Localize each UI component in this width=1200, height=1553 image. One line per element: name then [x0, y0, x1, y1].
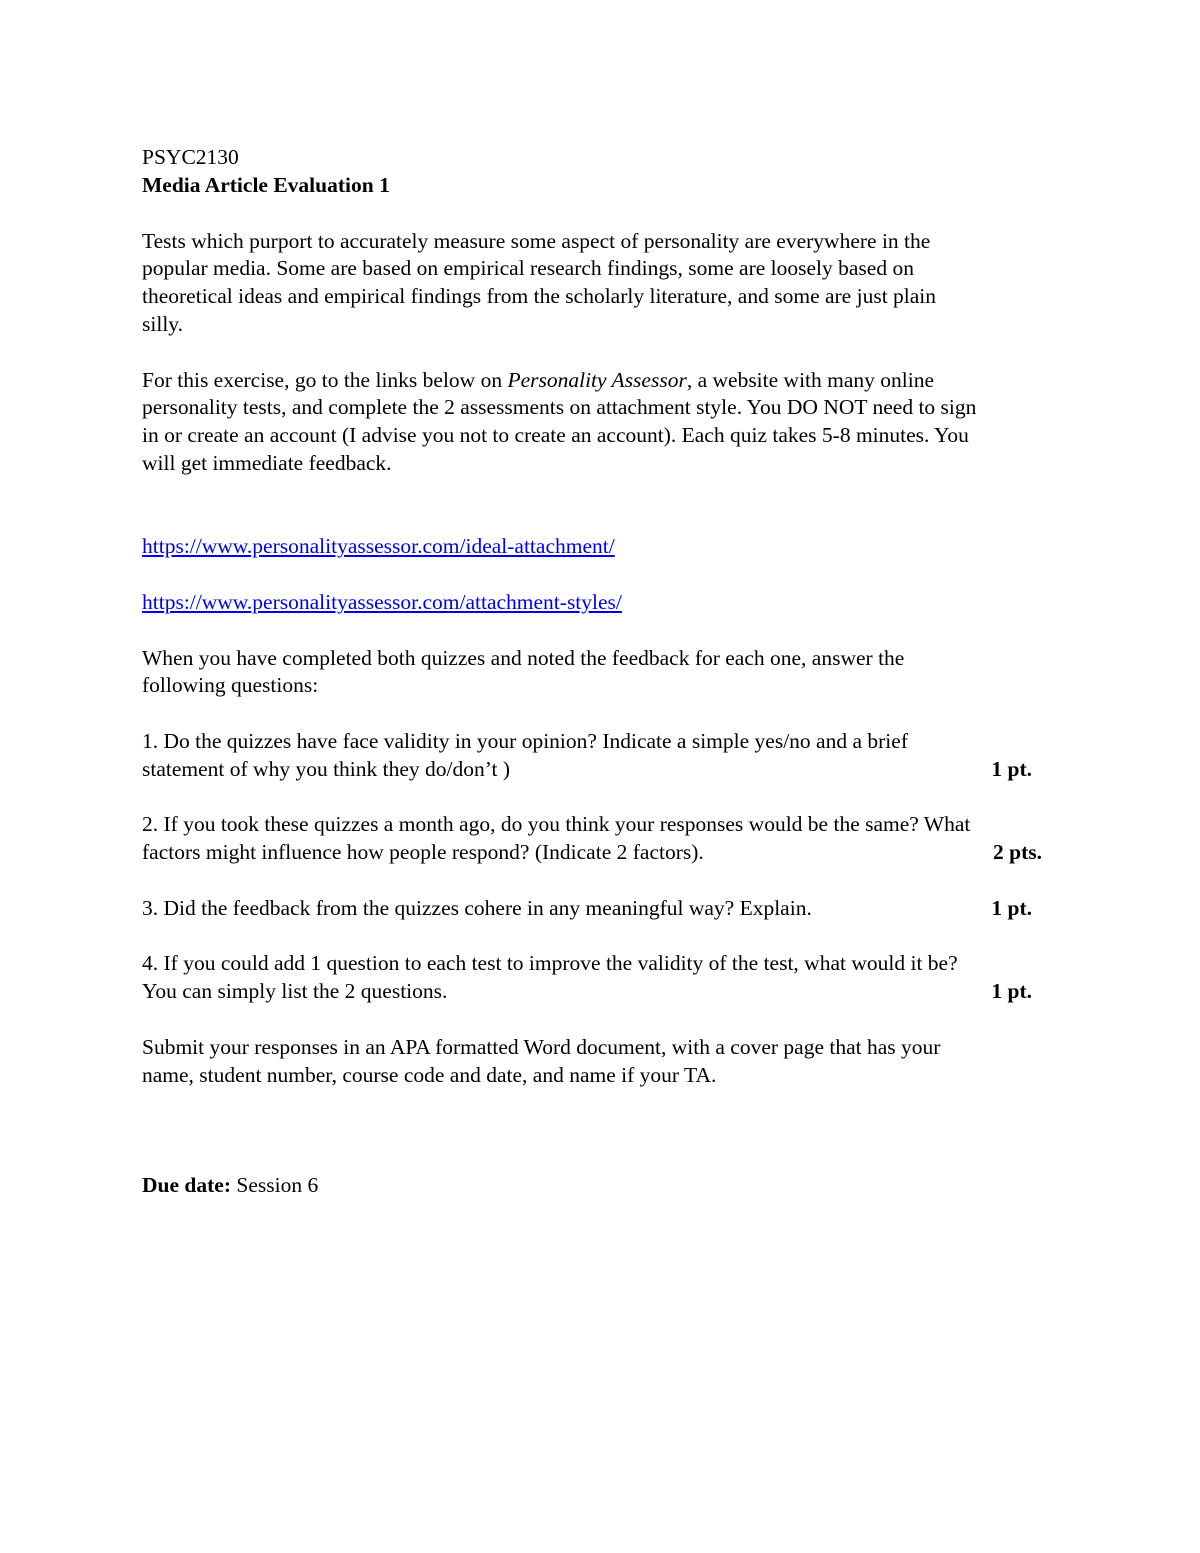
document-title: Media Article Evaluation 1	[142, 172, 390, 197]
question-points: 1 pt.	[991, 895, 1032, 920]
attachment-styles-link[interactable]: https://www.personalityassessor.com/attachment-styles/	[142, 589, 622, 614]
prompt-paragraph	[142, 645, 1062, 701]
instructions-line	[142, 367, 1062, 395]
ideal-attachment-link[interactable]: https://www.personalityassessor.com/ideal-attachment/	[142, 534, 615, 559]
instructions-line: will get immediate feedback.	[142, 450, 392, 475]
site-name: Personality Assessor	[507, 367, 687, 392]
due-date-value: Session 6	[230, 1173, 319, 1198]
question-points: 1 pt.	[991, 979, 1032, 1004]
spacer	[142, 784, 1062, 812]
spacer	[142, 561, 1062, 589]
quiz-link-ideal-attachment	[142, 533, 1062, 561]
spacer	[142, 867, 1062, 895]
question-row	[142, 756, 1032, 784]
spacer	[142, 200, 1062, 228]
question-3	[142, 895, 1062, 923]
document-page	[142, 144, 1062, 1200]
instructions-text: For this exercise, go to the links below on	[142, 367, 508, 392]
due-date-colon: :	[223, 1173, 231, 1198]
question-text: factors might influence how people respond? (Indicate 2 factors).	[142, 840, 704, 865]
question-4	[142, 950, 1062, 1006]
question-text: 3. Did the feedback from the quizzes cohere in any meaningful way? Explain.	[142, 895, 812, 920]
instructions-paragraph	[142, 367, 1062, 478]
quiz-link-attachment-styles	[142, 589, 1062, 617]
question-1	[142, 728, 1062, 784]
intro-line: popular media. Some are based on empirical research findings, some are loosely based on	[142, 256, 914, 281]
question-row	[142, 978, 1032, 1006]
submission-paragraph	[142, 1034, 1062, 1090]
spacer	[142, 617, 1062, 645]
spacer	[142, 700, 1062, 728]
intro-line: silly.	[142, 311, 184, 336]
due-date	[142, 1172, 1062, 1200]
intro-line: theoretical ideas and empirical findings from the scholarly literature, and some are just plain	[142, 284, 937, 309]
spacer	[142, 923, 1062, 951]
prompt-line: When you have completed both quizzes and noted the feedback for each one, answer the	[142, 645, 905, 670]
question-text: 2. If you took these quizzes a month ago, do you think your responses would be the same? What	[142, 812, 971, 837]
spacer	[142, 1006, 1062, 1034]
question-text: statement of why you think they do/don’t )	[142, 756, 511, 781]
due-date-label: Due date	[142, 1173, 224, 1198]
question-text: You can simply list the 2 questions.	[142, 979, 448, 1004]
instructions-line: personality tests, and complete the 2 assessments on attachment style. You DO NOT need to sign	[142, 395, 977, 420]
question-points: 1 pt.	[991, 756, 1032, 781]
question-text: 1. Do the quizzes have face validity in your opinion? Indicate a simple yes/no and a brief	[142, 728, 908, 753]
submission-line: name, student number, course code and date, and name if your TA.	[142, 1062, 717, 1087]
question-points: 2 pts.	[993, 840, 1042, 865]
intro-paragraph	[142, 228, 1062, 339]
intro-line: Tests which purport to accurately measure some aspect of personality are everywhere in the	[142, 228, 931, 253]
course-code: PSYC2130	[142, 145, 239, 169]
question-text: 4. If you could add 1 question to each test to improve the validity of the test, what would it be?	[142, 951, 958, 976]
instructions-line: in or create an account (I advise you not to create an account). Each quiz takes 5-8 minutes. You	[142, 423, 969, 448]
spacer	[142, 339, 1062, 367]
instructions-text: , a website with many online	[686, 367, 935, 392]
prompt-line: following questions:	[142, 673, 319, 698]
question-row	[142, 895, 1032, 923]
spacer	[142, 1089, 1062, 1172]
question-row	[142, 839, 1042, 867]
question-2	[142, 811, 1062, 867]
spacer	[142, 478, 1062, 534]
submission-line: Submit your responses in an APA formatted Word document, with a cover page that has your	[142, 1034, 941, 1059]
